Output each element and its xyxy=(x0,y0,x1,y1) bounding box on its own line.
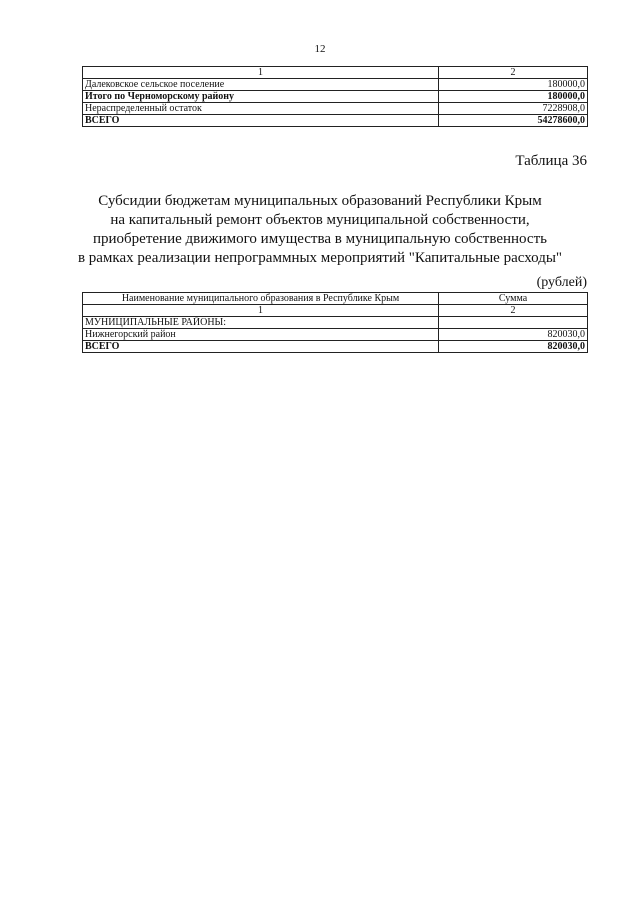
column-number-2: 2 xyxy=(439,305,588,317)
column-number-1: 1 xyxy=(83,305,439,317)
row-value: 7228908,0 xyxy=(439,103,588,115)
row-value: 180000,0 xyxy=(439,91,588,103)
row-value: 820030,0 xyxy=(439,341,588,353)
row-name: МУНИЦИПАЛЬНЫЕ РАЙОНЫ: xyxy=(83,317,439,329)
page-number: 12 xyxy=(314,43,326,55)
row-name: Итого по Черноморскому району xyxy=(83,91,439,103)
row-value: 180000,0 xyxy=(439,79,588,91)
row-name: Далековское сельское поселение xyxy=(83,79,439,91)
table-row-section xyxy=(83,317,588,329)
table-row xyxy=(83,79,588,91)
top-table xyxy=(82,66,588,127)
subsidy-table xyxy=(82,292,588,353)
table-row-total xyxy=(83,341,588,353)
table-row-subtotal xyxy=(83,91,588,103)
row-name: ВСЕГО xyxy=(83,115,439,127)
row-name: Нераспределенный остаток xyxy=(83,103,439,115)
table-header-row xyxy=(83,67,588,79)
title-line: на капитальный ремонт объектов муниципальной собственности, xyxy=(110,212,530,228)
row-name: ВСЕГО xyxy=(83,341,439,353)
table-row xyxy=(83,103,588,115)
row-value: 54278600,0 xyxy=(439,115,588,127)
row-value xyxy=(439,317,588,329)
row-value: 820030,0 xyxy=(439,329,588,341)
table-row xyxy=(83,329,588,341)
column-header-name: Наименование муниципального образования в Республике Крым xyxy=(83,293,439,305)
column-header-sum: Сумма xyxy=(439,293,588,305)
row-name: Нижнегорский район xyxy=(83,329,439,341)
column-number-1: 1 xyxy=(83,67,439,79)
table-label: Таблица 36 xyxy=(515,153,587,169)
title-line: в рамках реализации непрограммных мероприятий "Капитальные расходы" xyxy=(77,250,563,266)
title-line: Субсидии бюджетам муниципальных образований Республики Крым xyxy=(98,193,542,209)
title-line: приобретение движимого имущества в муниципальную собственность xyxy=(93,231,547,247)
table-column-numbers-row xyxy=(83,305,588,317)
table-row-total xyxy=(83,115,588,127)
units-label: (рублей) xyxy=(536,275,587,290)
table-header-row xyxy=(83,293,588,305)
document-title xyxy=(40,192,600,268)
column-number-2: 2 xyxy=(439,67,588,79)
